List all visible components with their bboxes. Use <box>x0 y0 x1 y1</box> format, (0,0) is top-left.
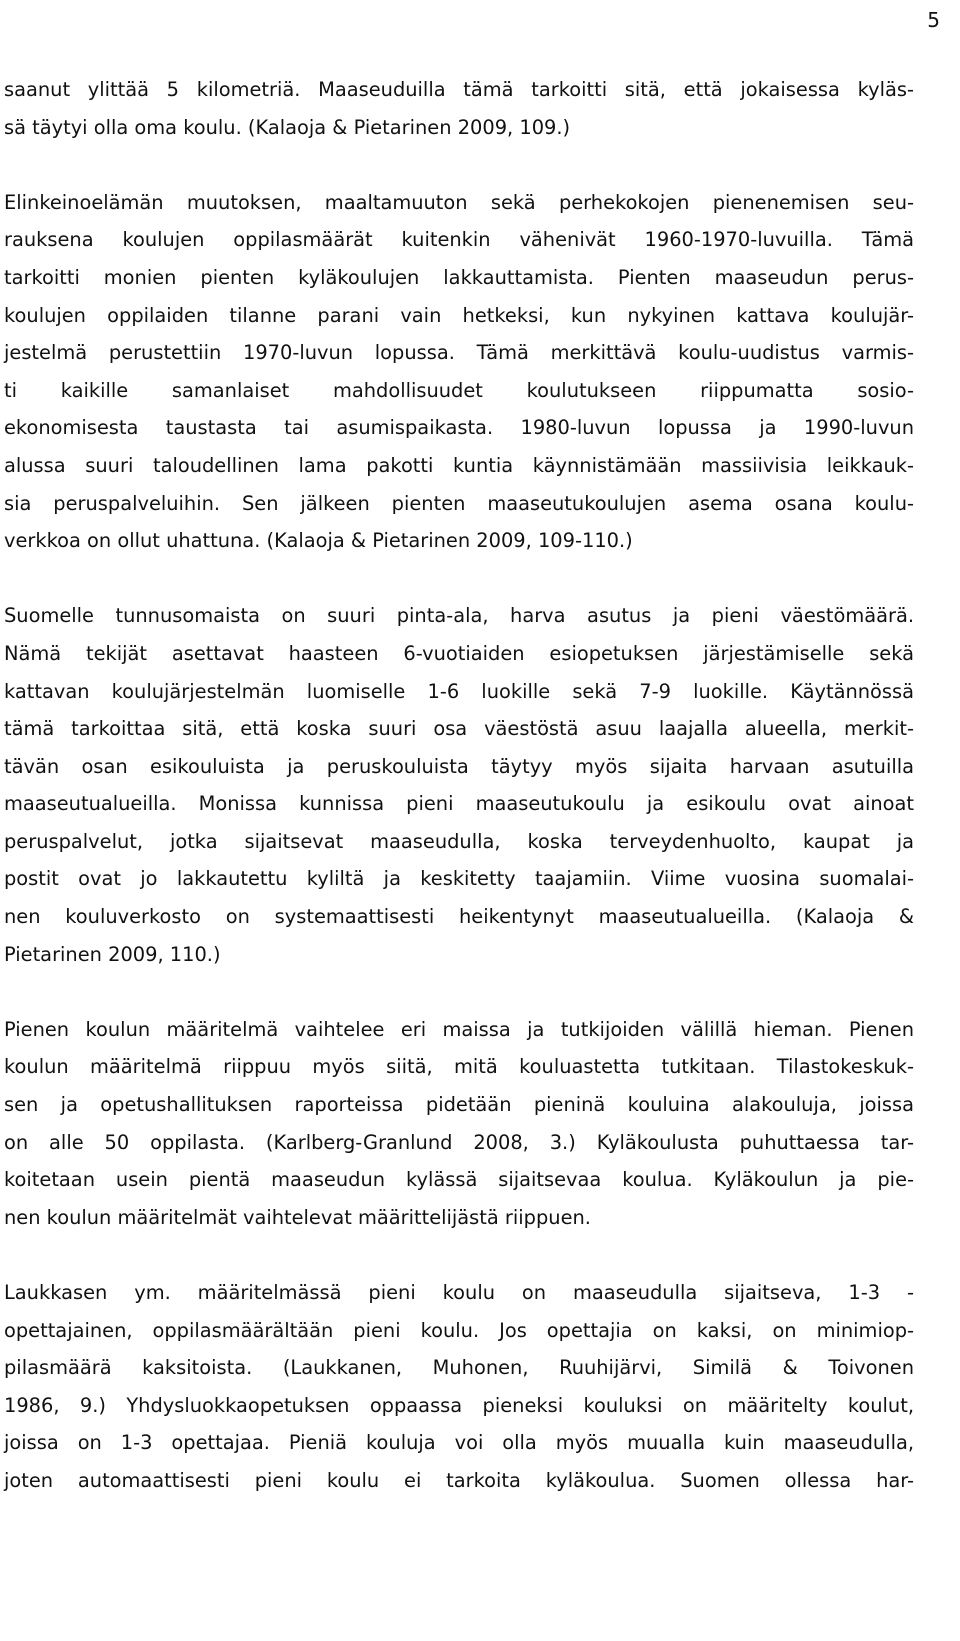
text-line: sä täytyi olla oma koulu. (Kalaoja & Pietarinen 2009, 109.) <box>4 115 571 139</box>
text-line: alussa suuri taloudellinen lama pakotti kuntia käynnistämään massiivisia leikkauk- <box>4 453 914 477</box>
paragraph <box>4 1011 914 1237</box>
text-line: joissa on 1-3 opettajaa. Pieniä kouluja voi olla myös muualla kuin maaseudulla, <box>4 1431 914 1455</box>
text-line: Elinkeinoelämän muutoksen, maaltamuuton sekä perhekokojen pienenemisen seu- <box>4 190 914 214</box>
text-line: kattavan koulujärjestelmän luomiselle 1-6 luokille sekä 7-9 luokille. Käytännössä <box>4 679 914 703</box>
paragraph <box>4 1274 914 1500</box>
text-line: pilasmäärä kaksitoista. (Laukkanen, Muhonen, Ruuhijärvi, Similä & Toivonen <box>4 1356 914 1380</box>
text-line: maaseutualueilla. Monissa kunnissa pieni maaseutukoulu ja esikoulu ovat ainoat <box>4 792 914 816</box>
text-line: on alle 50 oppilasta. (Karlberg-Granlund 2008, 3.) Kyläkoulusta puhuttaessa tar- <box>4 1130 914 1154</box>
text-line: Laukkasen ym. määritelmässä pieni koulu on maaseudulla sijaitseva, 1-3 - <box>4 1281 914 1304</box>
text-line: sia peruspalveluihin. Sen jälkeen pienten maaseutukoulujen asema osana koulu- <box>4 491 914 515</box>
text-line: koitetaan usein pientä maaseudun kylässä sijaitsevaa koulua. Kyläkoulun ja pie- <box>4 1168 914 1192</box>
text-line: ti kaikille samanlaiset mahdollisuudet koulutukseen riippumatta sosio- <box>4 378 914 402</box>
paragraph <box>4 597 914 973</box>
text-line: sen ja opetushallituksen raporteissa pidetään pieninä kouluina alakouluja, joissa <box>4 1093 914 1117</box>
text-line: tarkoitti monien pienten kyläkoulujen lakkauttamista. Pienten maaseudun perus- <box>4 265 914 289</box>
text-line: opettajainen, oppilasmäärältään pieni koulu. Jos opettajia on kaksi, on minimiop- <box>4 1318 914 1342</box>
text-line: verkkoa on ollut uhattuna. (Kalaoja & Pietarinen 2009, 109-110.) <box>4 529 633 553</box>
text-line: Pietarinen 2009, 110.) <box>4 942 221 966</box>
text-line: koulun määritelmä riippuu myös siitä, mitä kouluastetta tutkitaan. Tilastokeskuk- <box>4 1055 914 1079</box>
text-line: postit ovat jo lakkautettu kyliltä ja keskitetty taajamiin. Viime vuosina suomalai- <box>4 867 914 891</box>
text-line: Nämä tekijät asettavat haasteen 6-vuotiaiden esiopetuksen järjestämiselle sekä <box>4 641 914 665</box>
text-line: tävän osan esikouluista ja peruskouluista täytyy myös sijaita harvaan asutuilla <box>4 754 914 778</box>
text-line: joten automaattisesti pieni koulu ei tarkoita kyläkoulua. Suomen ollessa har- <box>4 1468 914 1492</box>
text-line: koulujen oppilaiden tilanne parani vain hetkeksi, kun nykyinen kattava koulujär- <box>4 303 914 327</box>
text-line: saanut ylittää 5 kilometriä. Maaseuduilla tämä tarkoitti sitä, että jokaisessa kyläs- <box>4 78 914 101</box>
page-number: 5 <box>927 8 940 32</box>
text-line: ekonomisesta taustasta tai asumispaikasta. 1980-luvun lopussa ja 1990-luvun <box>4 416 914 440</box>
document-body <box>4 71 914 1500</box>
text-line: tämä tarkoittaa sitä, että koska suuri osa väestöstä asuu laajalla alueella, merkit- <box>4 717 914 741</box>
text-line: nen koulun määritelmät vaihtelevat määrittelijästä riippuen. <box>4 1205 591 1229</box>
paragraph <box>4 71 914 146</box>
paragraph <box>4 184 914 560</box>
text-line: jestelmä perustettiin 1970-luvun lopussa. Tämä merkittävä koulu-uudistus varmis- <box>4 341 914 365</box>
text-line: 1986, 9.) Yhdysluokkaopetuksen oppaassa pieneksi kouluksi on määritelty koulut, <box>4 1393 914 1417</box>
text-line: Pienen koulun määritelmä vaihtelee eri maissa ja tutkijoiden välillä hieman. Pienen <box>4 1017 914 1041</box>
text-line: peruspalvelut, jotka sijaitsevat maaseudulla, koska terveydenhuolto, kaupat ja <box>4 829 914 853</box>
text-line: rauksena koulujen oppilasmäärät kuitenkin vähenivät 1960-1970-luvuilla. Tämä <box>4 228 914 252</box>
text-line: Suomelle tunnusomaista on suuri pinta-ala, harva asutus ja pieni väestömäärä. <box>4 604 914 628</box>
text-line: nen kouluverkosto on systemaattisesti heikentynyt maaseutualueilla. (Kalaoja & <box>4 905 914 929</box>
